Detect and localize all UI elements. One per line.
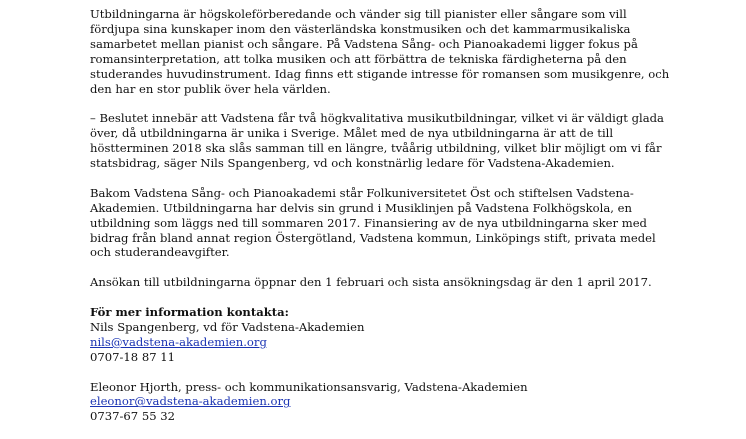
contact-name: Nils Spangenberg, vd för Vadstena-Akademien [90,319,365,334]
contact-section [90,305,670,424]
contact-phone: 0737-67 55 32 [90,409,176,424]
paragraph-quote: – Beslutet innebär att Vadstena får två högkvalitativa musikutbildningar, vilket vi är väldigt glada över, då utbildningarna är unika i Sverige. Målet med de nya utbildningarna är att de till höstterminen 2018 ska slås samman till en längre, tvåårig utbildning, vilket blir möjligt om vi får statsbidrag, säger Nils Spangenberg, vd och konstnärlig ledare för Vadstena-Akademien. [90,111,664,171]
contact-email-link[interactable]: nils@vadstena-akademien.org [90,334,267,349]
contact-heading: För mer information kontakta: [90,305,289,320]
paragraph-application-dates: Ansökan till utbildningarna öppnar den 1 februari och sista ansökningsdag är den 1 april 2017. [90,275,652,290]
contact-nils [90,320,670,365]
press-release-body [90,7,670,439]
contact-email-link[interactable]: eleonor@vadstena-akademien.org [90,394,291,409]
paragraph-program-description: Utbildningarna är högskoleförberedande och vänder sig till pianister eller sångare som vill fördjupa sina kunskaper inom den västerländska konstmusiken och det kammarmusikaliska samarbetet mellan pianist och sångare. På Vadstena Sång- och Pianoakademi ligger fokus på romansinterpretation, att tolka musiken och att förbättra de tekniska färdigheterna på den studerandes huvudinstrument. Idag finns ett stigande intresse för romansen som musikgenre, och den har en stor publik över hela världen. [90,7,670,96]
contact-eleonor [90,380,670,425]
paragraph-background: Bakom Vadstena Sång- och Pianoakademi står Folkuniversitetet Öst och stiftelsen Vadstena-Akademien. Utbildningarna har delvis sin grund i Musiklinjen på Vadstena Folkhögskola, en utbildning som läggs ned till sommaren 2017. Finansiering av de nya utbildningarna sker med bidrag från bland annat region Östergötland, Vadstena kommun, Linköpings stift, privata medel och studerandeavgifter. [90,185,656,260]
contact-phone: 0707-18 87 11 [90,349,176,364]
contact-name: Eleonor Hjorth, press- och kommunikationsansvarig, Vadstena-Akademien [90,379,528,394]
